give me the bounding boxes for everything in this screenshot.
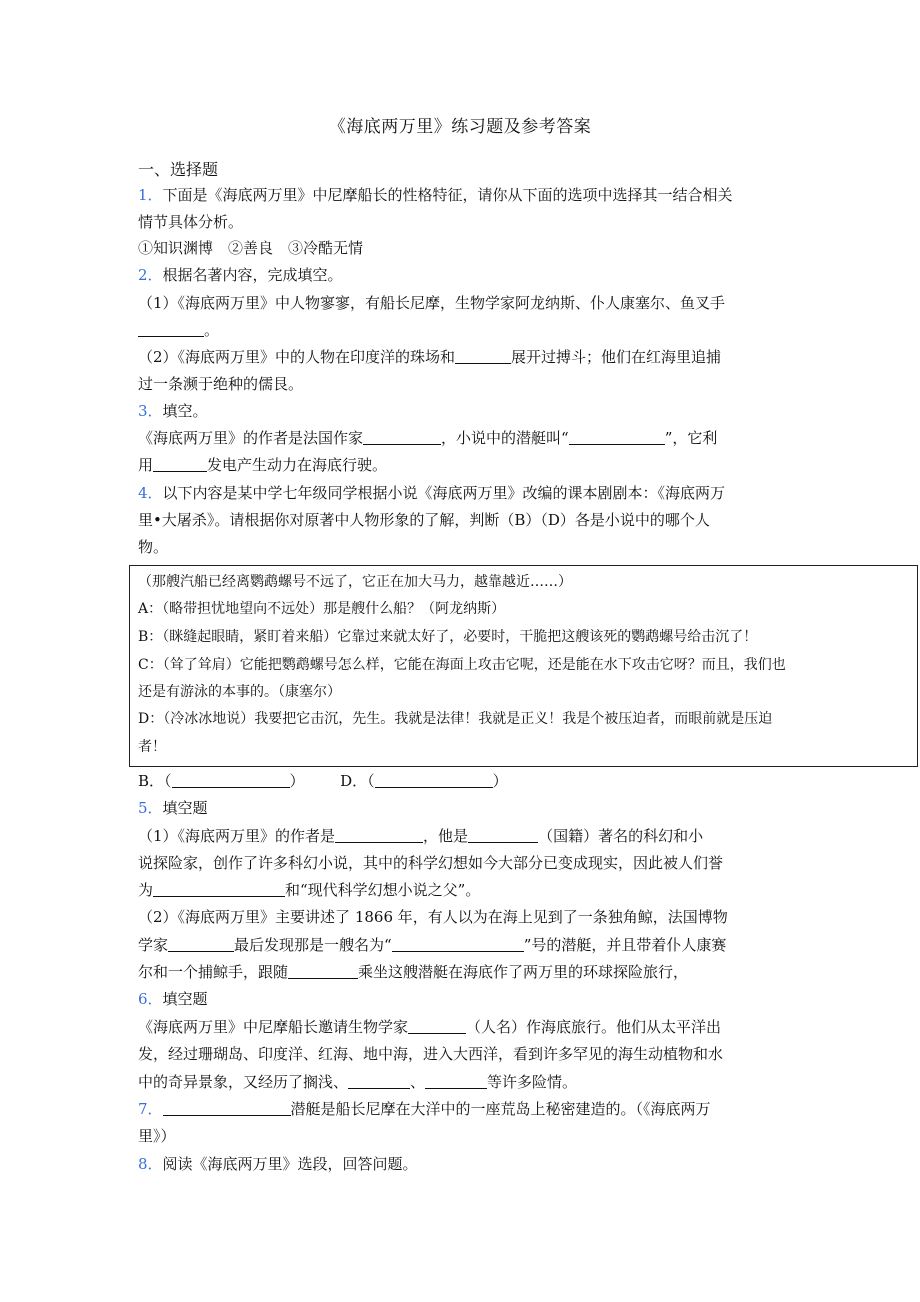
- answer-blank[interactable]: [163, 1101, 291, 1116]
- question-6-line3: 中的奇异景象，又经历了搁浅、 、 等许多险情。: [138, 1073, 578, 1091]
- answer-blank[interactable]: [348, 1074, 410, 1089]
- script-line-b: B：（眯缝起眼睛，紧盯着来船）它靠过来就太好了，必要时，干脆把这艘该死的鹦鹉螺号给击沉了！: [138, 629, 758, 645]
- answer-blank[interactable]: [335, 828, 423, 843]
- question-1-cont: 情节具体分析。: [138, 213, 244, 231]
- section-heading: 一、选择题: [138, 160, 219, 179]
- question-5-part1-cont: 说探险家，创作了许多科幻小说，其中的科学幻想如今大部分已变成现实，因此被人们誉: [138, 854, 724, 872]
- answer-blank[interactable]: [153, 457, 207, 472]
- script-excerpt-box: [129, 565, 918, 767]
- script-line-c: C：（耸了耸肩）它能把鹦鹉螺号怎么样，它能在海面上攻击它呢，还是能在水下攻击它呀？而且，我们也: [138, 657, 786, 673]
- question-1-options: ①知识渊博 ②善良 ③冷酷无情: [138, 239, 364, 257]
- question-8: 8．阅读《海底两万里》选段，回答问题。: [138, 1155, 418, 1173]
- question-number: 6．: [138, 990, 163, 1008]
- question-5-part1-cont2: 为 和“现代科学幻想小说之父”。: [138, 881, 481, 899]
- question-4-cont2: 物。: [138, 538, 169, 556]
- question-4: 4．以下内容是某中学七年级同学根据小说《海底两万里》改编的课本剧剧本：《海底两万: [138, 484, 726, 502]
- question-number: 1．: [138, 186, 163, 204]
- question-number: 8．: [138, 1155, 163, 1173]
- question-3: 3．填空。: [138, 402, 208, 420]
- answer-blank[interactable]: [569, 430, 665, 445]
- script-line-d-cont: 者！: [138, 739, 166, 755]
- answer-blank[interactable]: [288, 964, 358, 979]
- question-3-line1: 《海底两万里》的作者是法国作家 ，小说中的潜艇叫“ ”，它利: [138, 429, 718, 447]
- question-7: 7． 潜艇是船长尼摩在大洋中的一座荒岛上秘密建造的。（《海底两万: [138, 1100, 711, 1118]
- answer-blank[interactable]: [168, 937, 234, 952]
- answer-blank[interactable]: [455, 349, 511, 364]
- answer-blank[interactable]: [153, 882, 285, 897]
- question-number: 4．: [138, 484, 163, 502]
- question-5-part1: （1）《海底两万里》的作者是 ，他是 （国籍）著名的科幻和小: [138, 827, 704, 845]
- script-line-a: A：（略带担忧地望向不远处）那是艘什么船？（阿龙纳斯）: [138, 601, 506, 617]
- question-7-cont: 里》）: [138, 1127, 176, 1145]
- question-5-part2-cont2: 尔和一个捕鲸手，跟随 乘坐这艘潜艇在海底作了两万里的环球探险旅行，: [138, 963, 689, 981]
- question-3-line2: 用 发电产生动力在海底行驶。: [138, 456, 388, 474]
- question-2-part2: （2）《海底两万里》中的人物在印度洋的珠场和 展开过搏斗；他们在红海里追捕: [138, 348, 722, 366]
- question-1: 1．下面是《海底两万里》中尼摩船长的性格特征，请你从下面的选项中选择其一结合相关: [138, 186, 733, 204]
- question-5-part2-cont: 学家 最后发现那是一艘名为“ ”号的潜艇，并且带着仆人康赛: [138, 936, 727, 954]
- script-line-c-cont: 还是有游泳的本事的。（康塞尔）: [138, 684, 341, 700]
- question-5: 5．填空题: [138, 799, 208, 817]
- question-5-part2: （2）《海底两万里》主要讲述了 1866 年，有人以为在海上见到了一条独角鲸，法国博物: [138, 908, 728, 926]
- answer-blank[interactable]: [408, 1019, 466, 1034]
- answer-blank-b[interactable]: [172, 773, 290, 788]
- script-line-d: D：（冷冰冰地说）我要把它击沉，先生。我就是法律！我就是正义！我是个被压迫者，而眼前就是压迫: [138, 711, 773, 727]
- answer-blank[interactable]: [392, 937, 524, 952]
- question-4-cont: 里•大屠杀》。请根据你对原著中人物形象的了解，判断（B）（D）各是小说中的哪个人: [138, 511, 710, 529]
- question-2: 2．根据名著内容，完成填空。: [138, 266, 343, 284]
- question-2-part1-answer: 。: [138, 320, 219, 340]
- answer-blank-d[interactable]: [375, 773, 493, 788]
- question-2-part2-cont: 过一条濒于绝种的儒艮。: [138, 375, 304, 393]
- answer-blank[interactable]: [138, 322, 204, 337]
- answer-blank[interactable]: [425, 1074, 487, 1089]
- question-number: 2．: [138, 266, 163, 284]
- answer-blank[interactable]: [468, 828, 538, 843]
- question-6-line2: 发，经过珊瑚岛、印度洋、红海、地中海，进入大西洋，看到许多罕见的海生动植物和水: [138, 1045, 724, 1063]
- page-title: 《海底两万里》练习题及参考答案: [328, 117, 592, 137]
- question-number: 5．: [138, 799, 163, 817]
- script-intro: （那艘汽船已经离鹦鹉螺号不远了，它正在加大马力，越靠越近……）: [138, 574, 572, 590]
- question-6-line1: 《海底两万里》中尼摩船长邀请生物学家 （人名）作海底旅行。他们从太平洋出: [138, 1018, 722, 1036]
- question-4-answers: B．（ ） D．（ ）: [138, 772, 508, 790]
- question-2-part1: （1）《海底两万里》中人物寥寥，有船长尼摩，生物学家阿龙纳斯、仆人康塞尔、鱼叉手: [138, 294, 726, 312]
- answer-blank[interactable]: [363, 430, 441, 445]
- question-6: 6．填空题: [138, 990, 208, 1008]
- question-number: 3．: [138, 402, 163, 420]
- question-number: 7．: [138, 1100, 163, 1118]
